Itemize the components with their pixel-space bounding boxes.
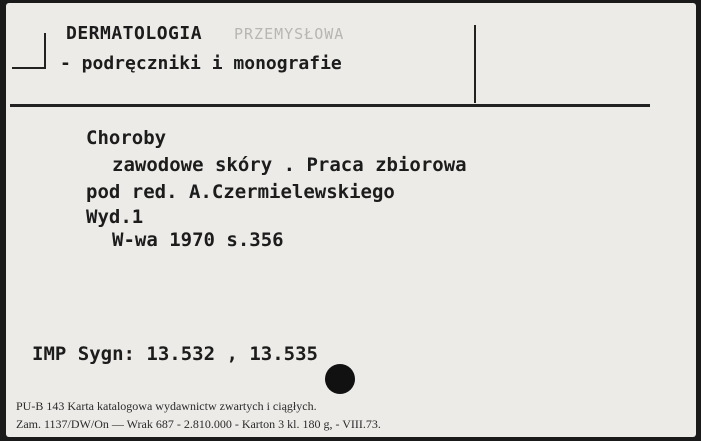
call-number: IMP Sygn: 13.532 , 13.535 (32, 343, 318, 365)
catalog-card (6, 3, 696, 437)
entry-editor-line: pod red. A.Czermielewskiego (86, 181, 395, 203)
footer-form-line: PU-B 143 Karta katalogowa wydawnictw zwartych i ciągłych. (16, 399, 317, 413)
header-left-tick (12, 67, 46, 69)
punch-hole (325, 364, 355, 394)
header-bottom-rule (10, 104, 650, 107)
header-left-rule (44, 33, 46, 69)
footer-print-line: Zam. 1137/DW/On — Wrak 687 - 2.810.000 - Karton 3 kl. 180 g, - VIII.73. (16, 417, 381, 431)
entry-title-line: Choroby (86, 127, 167, 149)
entry-subtitle-line: zawodowe skóry . Praca zbiorowa (112, 154, 467, 176)
entry-imprint-line: W-wa 1970 s.356 (112, 229, 284, 251)
catalog-heading: DERMATOLOGIA (66, 23, 203, 44)
header-right-rule (474, 25, 476, 103)
entry-edition-line: Wyd.1 (86, 206, 144, 228)
catalog-heading-faded: PRZEMYSŁOWA (234, 25, 345, 43)
catalog-subheading: - podręczniki i monografie (60, 53, 342, 74)
